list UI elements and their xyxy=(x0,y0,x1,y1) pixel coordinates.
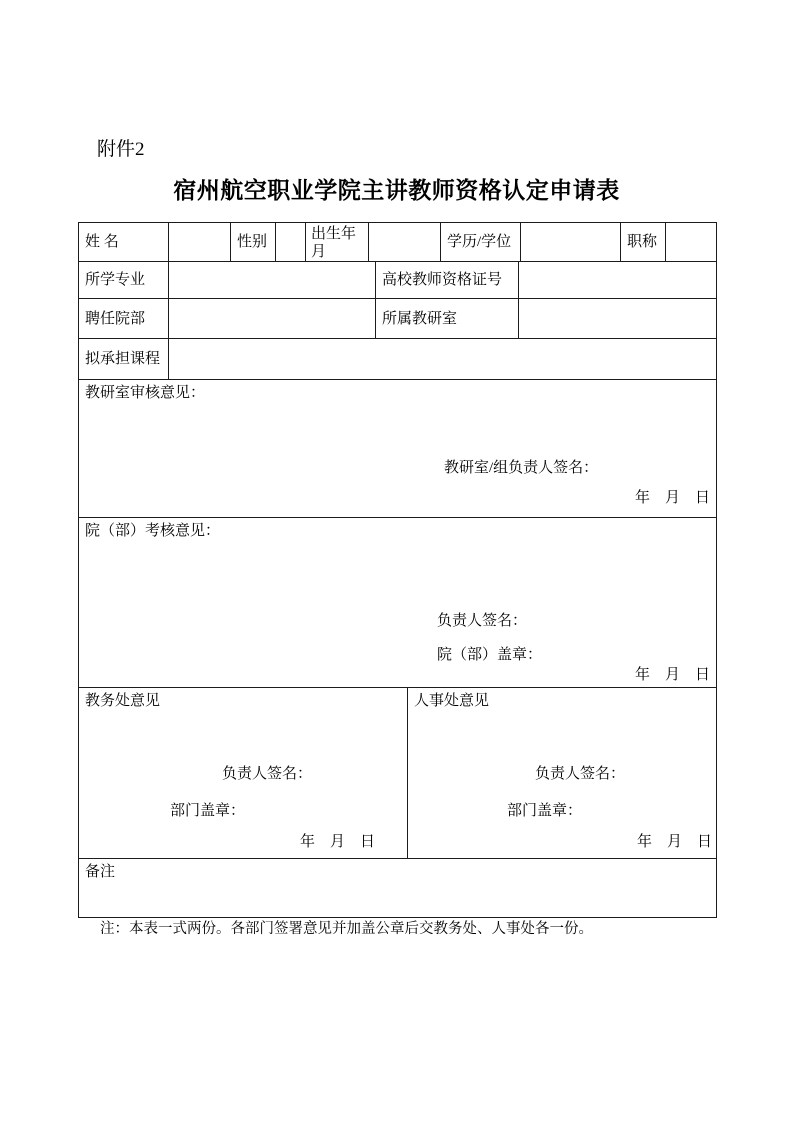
office-review-label: 教研室审核意见： xyxy=(85,385,206,401)
courses-label: 拟承担课程 xyxy=(79,339,169,380)
dept-review-label: 院（部）考核意见： xyxy=(85,523,221,539)
academic-office-label: 教务处意见 xyxy=(85,693,161,709)
office-review-row xyxy=(79,380,717,518)
hr-office-label: 人事处意见 xyxy=(414,693,490,709)
hr-office-seal-label: 部门盖章： xyxy=(507,803,583,819)
dept-review-row xyxy=(79,518,717,688)
professional-title-label: 职称 xyxy=(621,223,666,262)
hr-office-opinion-cell[interactable] xyxy=(408,688,717,859)
remarks-label: 备注 xyxy=(85,864,116,880)
birth-date-label: 出生年月 xyxy=(306,223,369,262)
major-value-cell[interactable] xyxy=(169,262,376,299)
teacher-cert-no-label: 高校教师资格证号 xyxy=(376,262,519,299)
academic-office-seal-label: 部门盖章： xyxy=(170,803,246,819)
teacher-cert-no-value-cell[interactable] xyxy=(519,262,717,299)
dept-review-sign-label: 负责人签名： xyxy=(437,613,528,629)
hr-office-sign-label: 负责人签名： xyxy=(535,766,626,782)
footer-note: 注：本表一式两份。各部门签署意见并加盖公章后交教务处、人事处各一份。 xyxy=(100,921,593,937)
gender-label: 性别 xyxy=(231,223,276,262)
dept-review-seal-label: 院（部）盖章： xyxy=(437,647,543,663)
academic-office-opinion-cell[interactable] xyxy=(79,688,408,859)
birth-date-value-cell[interactable] xyxy=(369,223,441,262)
offices-opinion-row xyxy=(79,688,717,859)
degree-value-cell[interactable] xyxy=(521,223,621,262)
dept-review-date-label: 年 月 日 xyxy=(634,667,710,683)
courses-value-cell[interactable] xyxy=(169,339,717,380)
courses-row xyxy=(79,339,717,380)
major-label: 所学专业 xyxy=(79,262,169,299)
name-label: 姓 名 xyxy=(79,223,169,262)
attachment-label: 附件2 xyxy=(97,139,145,160)
office-review-sign-label: 教研室/组负责人签名： xyxy=(444,460,599,476)
remarks-cell[interactable] xyxy=(79,859,717,918)
name-value-cell[interactable] xyxy=(169,223,231,262)
academic-office-date-label: 年 月 日 xyxy=(299,834,375,850)
academic-office-sign-label: 负责人签名： xyxy=(222,766,313,782)
degree-label: 学历/学位 xyxy=(441,223,521,262)
employing-dept-label: 聘任院部 xyxy=(79,299,169,339)
teaching-office-label: 所属教研室 xyxy=(376,299,519,339)
office-review-cell[interactable] xyxy=(79,380,717,518)
employing-dept-value-cell[interactable] xyxy=(169,299,376,339)
application-form-table xyxy=(78,222,717,918)
professional-title-value-cell[interactable] xyxy=(666,223,717,262)
teaching-office-value-cell[interactable] xyxy=(519,299,717,339)
dept-office-row xyxy=(79,299,717,339)
basic-info-row xyxy=(79,223,717,262)
dept-review-cell[interactable] xyxy=(79,518,717,688)
gender-value-cell[interactable] xyxy=(276,223,306,262)
form-title: 宿州航空职业学院主讲教师资格认定申请表 xyxy=(173,177,620,203)
major-cert-row xyxy=(79,262,717,299)
remarks-row xyxy=(79,859,717,918)
office-review-date-label: 年 月 日 xyxy=(634,490,710,506)
hr-office-date-label: 年 月 日 xyxy=(636,834,712,850)
